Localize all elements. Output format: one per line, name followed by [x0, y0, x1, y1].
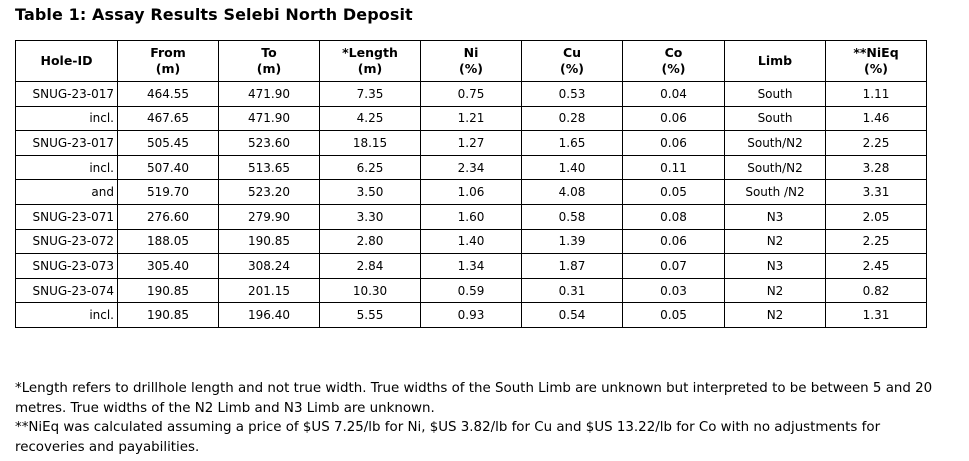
cell-cu: 0.53 — [522, 82, 623, 107]
cell-limb: South — [725, 82, 826, 107]
cell-to: 523.60 — [219, 131, 320, 156]
cell-nieq: 2.05 — [826, 204, 927, 229]
cell-from: 519.70 — [118, 180, 219, 205]
col-header-line2: (m) — [155, 61, 181, 76]
cell-cu: 1.39 — [522, 229, 623, 254]
footnote-nieq: **NiEq was calculated assuming a price of $US 7.25/lb for Ni, $US 3.82/lb for Cu and $US 13.22/lb for Co with no adjustments for recoveries and payabilities. — [15, 420, 881, 455]
cell-nieq: 1.46 — [826, 106, 927, 131]
col-header-line1: From — [150, 45, 186, 60]
cell-length: 4.25 — [320, 106, 421, 131]
cell-limb: N3 — [725, 204, 826, 229]
col-header-line1: Limb — [757, 53, 793, 68]
cell-co: 0.06 — [623, 131, 725, 156]
cell-cu: 0.28 — [522, 106, 623, 131]
cell-from: 464.55 — [118, 82, 219, 107]
cell-to: 201.15 — [219, 278, 320, 303]
cell-to: 513.65 — [219, 155, 320, 180]
cell-limb: South — [725, 106, 826, 131]
cell-nieq: 3.28 — [826, 155, 927, 180]
col-header-line1: To — [261, 45, 277, 60]
cell-from: 190.85 — [118, 303, 219, 328]
cell-length: 7.35 — [320, 82, 421, 107]
cell-nieq: 2.25 — [826, 131, 927, 156]
cell-co: 0.07 — [623, 254, 725, 279]
cell-to: 308.24 — [219, 254, 320, 279]
cell-ni: 1.06 — [421, 180, 522, 205]
cell-limb: N2 — [725, 229, 826, 254]
col-header-line1: *Length — [342, 45, 398, 60]
table-row — [16, 180, 927, 205]
cell-limb: South/N2 — [725, 155, 826, 180]
cell-limb: N2 — [725, 303, 826, 328]
table-row — [16, 229, 927, 254]
cell-to: 471.90 — [219, 82, 320, 107]
cell-co: 0.06 — [623, 106, 725, 131]
cell-ni: 1.21 — [421, 106, 522, 131]
col-header-from — [118, 41, 219, 82]
cell-cu: 0.31 — [522, 278, 623, 303]
cell-ni: 0.93 — [421, 303, 522, 328]
cell-to: 279.90 — [219, 204, 320, 229]
cell-co: 0.05 — [623, 180, 725, 205]
cell-nieq: 1.11 — [826, 82, 927, 107]
cell-cu: 1.65 — [522, 131, 623, 156]
cell-ni: 0.75 — [421, 82, 522, 107]
cell-cu: 0.54 — [522, 303, 623, 328]
cell-nieq: 2.45 — [826, 254, 927, 279]
cell-ni: 2.34 — [421, 155, 522, 180]
footnotes — [15, 379, 940, 457]
cell-hole-id: SNUG-23-074 — [16, 278, 118, 303]
cell-nieq: 1.31 — [826, 303, 927, 328]
table-row — [16, 303, 927, 328]
cell-cu: 1.87 — [522, 254, 623, 279]
col-header-nieq — [826, 41, 927, 82]
col-header-cu — [522, 41, 623, 82]
table-title: Table 1: Assay Results Selebi North Deposit — [15, 5, 413, 24]
cell-cu: 0.58 — [522, 204, 623, 229]
col-header-line2: (%) — [661, 61, 686, 76]
cell-from: 190.85 — [118, 278, 219, 303]
col-header-line1: Co — [664, 45, 683, 60]
cell-hole-id: incl. — [16, 303, 118, 328]
cell-co: 0.08 — [623, 204, 725, 229]
cell-from: 276.60 — [118, 204, 219, 229]
cell-limb: N3 — [725, 254, 826, 279]
cell-hole-id: SNUG-23-073 — [16, 254, 118, 279]
col-header-line1: Ni — [463, 45, 479, 60]
table-row — [16, 278, 927, 303]
cell-hole-id: SNUG-23-017 — [16, 82, 118, 107]
cell-from: 505.45 — [118, 131, 219, 156]
cell-from: 305.40 — [118, 254, 219, 279]
cell-ni: 0.59 — [421, 278, 522, 303]
cell-from: 188.05 — [118, 229, 219, 254]
cell-limb: South/N2 — [725, 131, 826, 156]
col-header-length — [320, 41, 421, 82]
cell-length: 18.15 — [320, 131, 421, 156]
cell-to: 471.90 — [219, 106, 320, 131]
cell-length: 3.50 — [320, 180, 421, 205]
col-header-line1: Hole-ID — [40, 53, 93, 68]
cell-co: 0.05 — [623, 303, 725, 328]
col-header-line1: Cu — [562, 45, 582, 60]
cell-hole-id: SNUG-23-071 — [16, 204, 118, 229]
cell-limb: South /N2 — [725, 180, 826, 205]
cell-to: 523.20 — [219, 180, 320, 205]
cell-length: 6.25 — [320, 155, 421, 180]
cell-cu: 1.40 — [522, 155, 623, 180]
cell-hole-id: and — [16, 180, 118, 205]
table-row — [16, 155, 927, 180]
cell-hole-id: SNUG-23-017 — [16, 131, 118, 156]
footnote-length: *Length refers to drillhole length and not true width. True widths of the South Limb are unknown but interpreted to be between 5 and 20 metres. True widths of the N2 Limb and N3 Limb are unknown. — [15, 381, 933, 416]
table-row — [16, 106, 927, 131]
cell-co: 0.04 — [623, 82, 725, 107]
table-row — [16, 204, 927, 229]
cell-from: 467.65 — [118, 106, 219, 131]
col-header-line1: **NiEq — [853, 45, 899, 60]
cell-limb: N2 — [725, 278, 826, 303]
cell-ni: 1.27 — [421, 131, 522, 156]
cell-length: 2.80 — [320, 229, 421, 254]
cell-to: 196.40 — [219, 303, 320, 328]
col-header-co — [623, 41, 725, 82]
cell-nieq: 0.82 — [826, 278, 927, 303]
col-header-line2: (m) — [357, 61, 383, 76]
cell-co: 0.06 — [623, 229, 725, 254]
cell-to: 190.85 — [219, 229, 320, 254]
table-row — [16, 254, 927, 279]
cell-ni: 1.60 — [421, 204, 522, 229]
cell-length: 2.84 — [320, 254, 421, 279]
col-header-line2: (%) — [560, 61, 584, 76]
table-row — [16, 82, 927, 107]
col-header-line2: (m) — [256, 61, 282, 76]
col-header-limb — [725, 41, 826, 82]
col-header-to — [219, 41, 320, 82]
cell-length: 3.30 — [320, 204, 421, 229]
assay-results-table — [15, 40, 927, 328]
cell-nieq: 3.31 — [826, 180, 927, 205]
cell-ni: 1.40 — [421, 229, 522, 254]
col-header-ni — [421, 41, 522, 82]
col-header-hole-id — [16, 41, 118, 82]
cell-hole-id: incl. — [16, 106, 118, 131]
table-header-row — [16, 41, 927, 82]
cell-co: 0.03 — [623, 278, 725, 303]
cell-length: 5.55 — [320, 303, 421, 328]
cell-nieq: 2.25 — [826, 229, 927, 254]
cell-length: 10.30 — [320, 278, 421, 303]
col-header-line2: (%) — [864, 61, 888, 76]
cell-ni: 1.34 — [421, 254, 522, 279]
cell-hole-id: incl. — [16, 155, 118, 180]
cell-hole-id: SNUG-23-072 — [16, 229, 118, 254]
table-row — [16, 131, 927, 156]
cell-from: 507.40 — [118, 155, 219, 180]
col-header-line2: (%) — [459, 61, 483, 76]
cell-cu: 4.08 — [522, 180, 623, 205]
cell-co: 0.11 — [623, 155, 725, 180]
